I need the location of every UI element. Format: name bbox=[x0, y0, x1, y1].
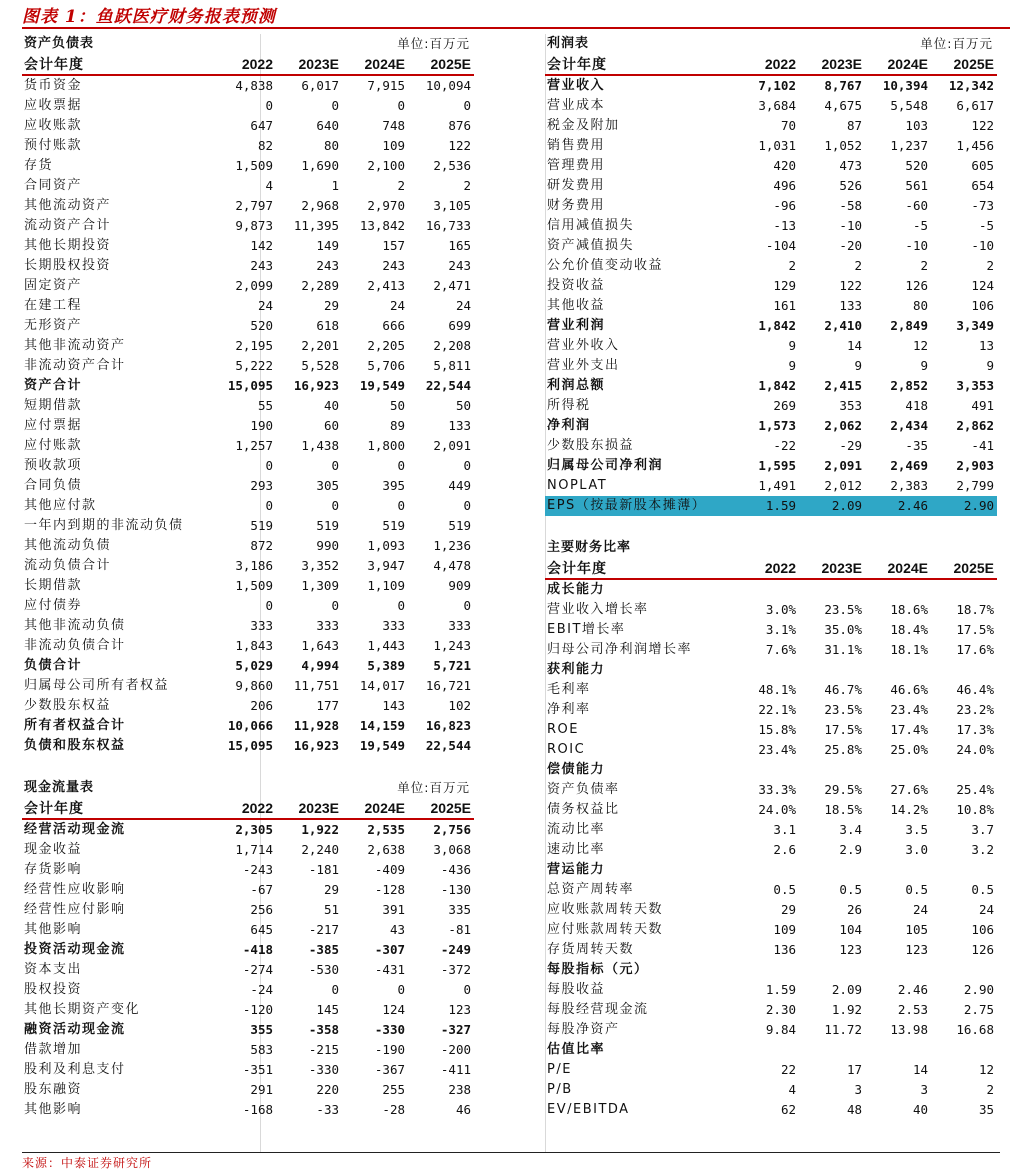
unit-label: 单位:百万元 bbox=[397, 780, 470, 796]
source-note: 来源：中泰证券研究所 bbox=[22, 1156, 153, 1170]
table-title: 主要财务比率 bbox=[547, 540, 632, 556]
figure-title: 图表 1：鱼跃医疗财务报表预测 bbox=[22, 7, 276, 27]
bottom-rule bbox=[22, 1152, 1000, 1153]
spacer bbox=[22, 756, 474, 778]
cash-flow-table bbox=[22, 778, 474, 1120]
left-tables bbox=[22, 34, 474, 1120]
spacer bbox=[545, 516, 997, 538]
title-rule bbox=[22, 27, 1010, 29]
unit-label: 单位:百万元 bbox=[397, 36, 470, 51]
right-tables bbox=[545, 34, 997, 1120]
table-title: 利润表 bbox=[547, 36, 590, 51]
balance-sheet-table bbox=[22, 34, 474, 756]
table-title: 资产负债表 bbox=[24, 36, 95, 51]
unit-label: 单位:百万元 bbox=[920, 36, 993, 51]
income-statement-table bbox=[545, 34, 997, 516]
table-title: 现金流量表 bbox=[24, 780, 95, 796]
ratios-table bbox=[545, 538, 997, 1120]
